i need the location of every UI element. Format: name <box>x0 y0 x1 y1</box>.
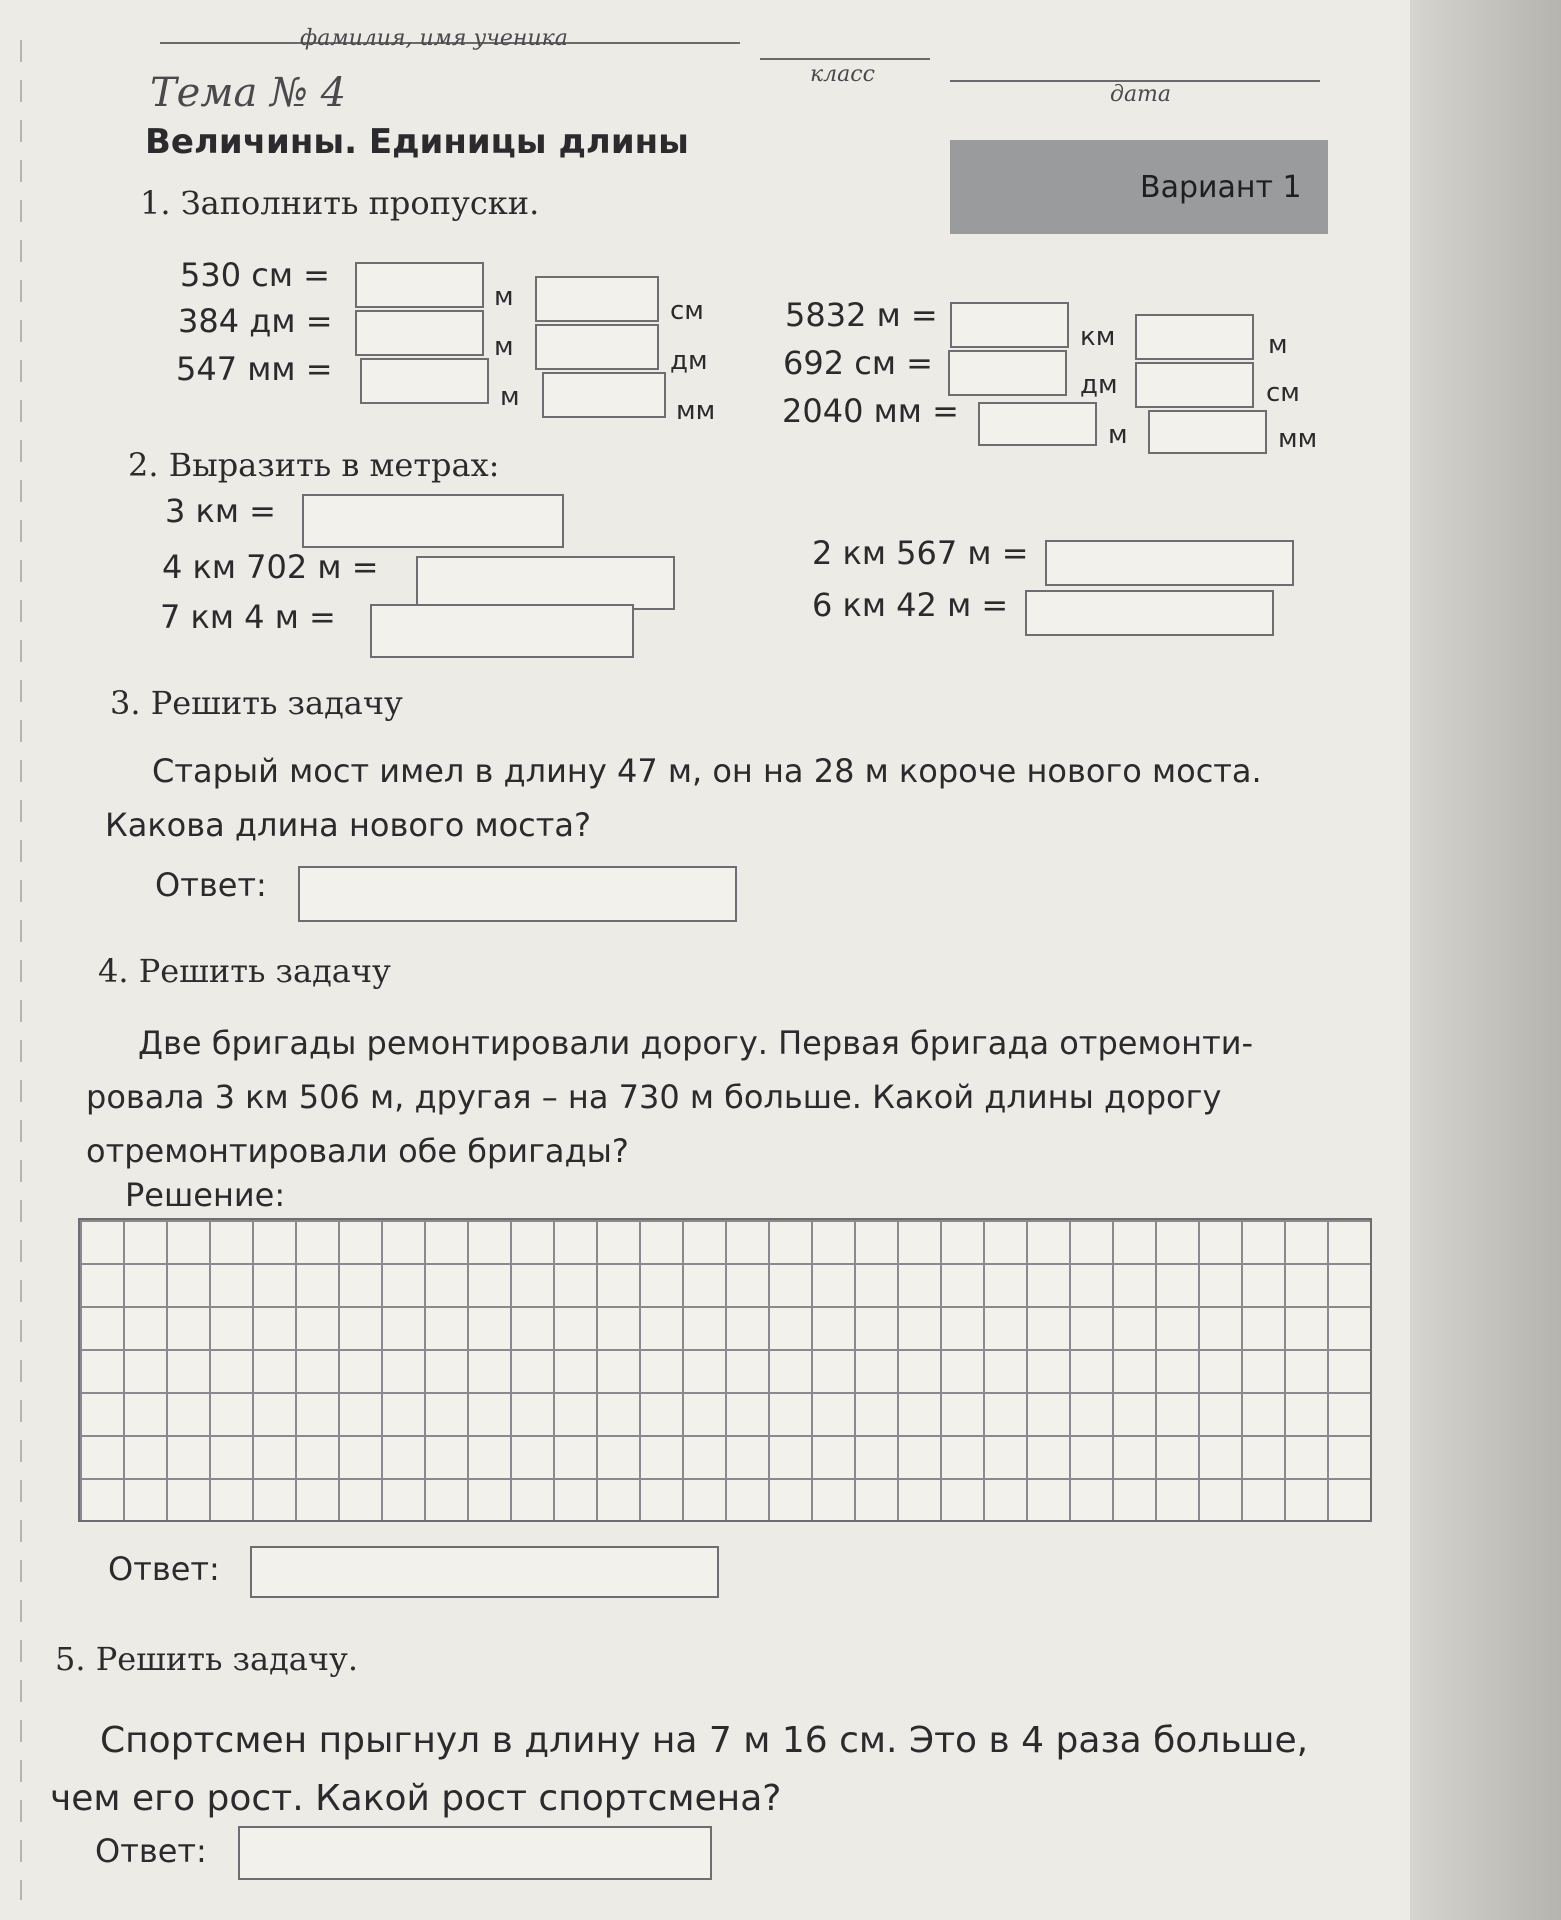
task2-expr: 4 км 702 м = <box>162 548 379 586</box>
answer-box[interactable] <box>250 1546 719 1598</box>
task1-expr: 384 дм = <box>178 302 333 340</box>
answer-label: Ответ: <box>108 1550 220 1588</box>
solution-grid[interactable] <box>78 1218 1372 1522</box>
unit-label: м <box>1108 420 1128 450</box>
answer-label: Ответ: <box>155 866 267 904</box>
task1-expr: 530 см = <box>180 256 330 294</box>
answer-box[interactable] <box>978 402 1097 446</box>
class-label: класс <box>810 62 875 87</box>
task3-text-line: Старый мост имел в длину 47 м, он на 28 м короче нового моста. <box>152 752 1262 790</box>
answer-label: Ответ: <box>95 1832 207 1870</box>
solution-label: Решение: <box>125 1176 286 1214</box>
answer-box[interactable] <box>1148 410 1267 454</box>
task3-heading: 3. Решить задачу <box>110 684 403 722</box>
answer-box[interactable] <box>1025 590 1274 636</box>
task5-heading: 5. Решить задачу. <box>55 1640 359 1678</box>
margin-rule <box>20 40 22 1900</box>
unit-label: мм <box>676 396 716 426</box>
unit-label: дм <box>1080 370 1118 400</box>
task1-expr: 5832 м = <box>785 296 938 334</box>
answer-box[interactable] <box>416 556 675 610</box>
unit-label: м <box>494 332 514 362</box>
task3-text-line: Какова длина нового моста? <box>105 806 591 844</box>
answer-box[interactable] <box>355 310 484 356</box>
answer-box[interactable] <box>948 350 1067 396</box>
answer-box[interactable] <box>535 276 659 322</box>
answer-box[interactable] <box>1045 540 1294 586</box>
unit-label: м <box>1268 330 1288 360</box>
answer-box[interactable] <box>542 372 666 418</box>
variant-label: Вариант 1 <box>1140 170 1302 205</box>
task2-expr: 3 км = <box>165 492 276 530</box>
task1-expr: 547 мм = <box>176 350 333 388</box>
answer-box[interactable] <box>298 866 737 922</box>
task2-expr: 2 км 567 м = <box>812 534 1029 572</box>
answer-box[interactable] <box>355 262 484 308</box>
answer-box[interactable] <box>535 324 659 370</box>
task1-expr: 2040 мм = <box>782 392 959 430</box>
page-title: Величины. Единицы длины <box>145 122 689 162</box>
unit-label: см <box>1266 378 1300 408</box>
task4-text-line: отремонтировали обе бригады? <box>86 1132 629 1170</box>
unit-label: см <box>670 296 704 326</box>
variant-badge <box>950 140 1328 234</box>
answer-box[interactable] <box>1135 314 1254 360</box>
answer-box[interactable] <box>370 604 634 658</box>
unit-label: дм <box>670 346 708 376</box>
class-line <box>760 58 930 60</box>
task2-expr: 7 км 4 м = <box>160 598 336 636</box>
task1-heading: 1. Заполнить пропуски. <box>140 184 540 222</box>
unit-label: км <box>1080 322 1116 352</box>
answer-box[interactable] <box>950 302 1069 348</box>
answer-box[interactable] <box>1135 362 1254 408</box>
unit-label: м <box>494 282 514 312</box>
task1-expr: 692 см = <box>783 344 933 382</box>
task4-text-line: ровала 3 км 506 м, другая – на 730 м больше. Какой длины дорогу <box>86 1078 1222 1116</box>
task2-expr: 6 км 42 м = <box>812 586 1009 624</box>
answer-box[interactable] <box>238 1826 712 1880</box>
topic-number: Тема № 4 <box>150 70 347 116</box>
unit-label: м <box>500 382 520 412</box>
task5-text-line: Спортсмен прыгнул в длину на 7 м 16 см. Это в 4 раза больше, <box>100 1720 1309 1761</box>
answer-box[interactable] <box>360 358 489 404</box>
task4-text-line: Две бригады ремонтировали дорогу. Первая бригада отремонти- <box>138 1024 1254 1062</box>
background-surface <box>1410 0 1561 1920</box>
date-label: дата <box>1110 82 1172 107</box>
answer-box[interactable] <box>302 494 564 548</box>
task4-heading: 4. Решить задачу <box>98 952 391 990</box>
task5-text-line: чем его рост. Какой рост спортсмена? <box>50 1778 782 1819</box>
unit-label: мм <box>1278 424 1318 454</box>
task2-heading: 2. Выразить в метрах: <box>128 446 500 484</box>
student-name-label: фамилия, имя ученика <box>300 26 568 51</box>
